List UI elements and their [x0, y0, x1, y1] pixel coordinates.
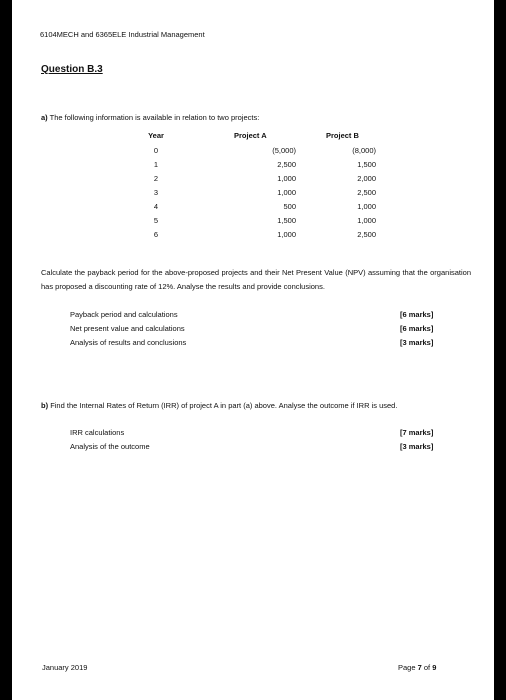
part-b-task [41, 399, 471, 413]
table-row [146, 172, 376, 186]
table-row [146, 228, 376, 242]
mark-item-value: [7 marks] [400, 428, 434, 437]
cell-project-b: 2,500 [357, 230, 376, 239]
header-project-a: Project A [234, 131, 267, 140]
part-a-intro-text: The following information is available in relation to two projects: [49, 113, 260, 122]
table-row [146, 186, 376, 200]
table-row [146, 158, 376, 172]
document-header: 6104MECH and 6365ELE Industrial Management [40, 30, 205, 39]
cell-project-a: (5,000) [272, 146, 296, 155]
cell-project-b: (8,000) [352, 146, 376, 155]
page-current: 7 [417, 663, 422, 672]
cell-project-b: 1,000 [357, 202, 376, 211]
cell-year: 1 [153, 160, 159, 169]
cell-year: 6 [153, 230, 159, 239]
cell-project-a: 1,000 [277, 188, 296, 197]
cell-project-a: 2,500 [277, 160, 296, 169]
mark-item-value: [3 marks] [400, 338, 434, 347]
mark-item-label: Net present value and calculations [70, 324, 185, 333]
table-row [146, 200, 376, 214]
cell-year: 2 [153, 174, 159, 183]
page-total: 9 [432, 663, 437, 672]
mark-item-label: IRR calculations [70, 428, 125, 437]
cell-project-a: 1,500 [277, 216, 296, 225]
header-project-b: Project B [326, 131, 359, 140]
mark-item-label: Payback period and calculations [70, 310, 178, 319]
part-b-label: b) [41, 401, 49, 410]
page-of: of [421, 663, 433, 672]
cell-project-a: 500 [283, 202, 296, 211]
mark-item-value: [6 marks] [400, 324, 434, 333]
part-a-task: Calculate the payback period for the above-proposed projects and their Net Present Value (NPV) assuming that the organisation has proposed a discounting rate of 12%. Analyse the results and provide conclusions. [41, 268, 471, 291]
page-prefix: Page [398, 663, 418, 672]
cell-project-b: 2,000 [357, 174, 376, 183]
footer-page-number [398, 663, 436, 672]
projects-table [146, 128, 376, 242]
cell-year: 0 [153, 146, 159, 155]
part-b-task-text: Find the Internal Rates of Return (IRR) of project A in part (a) above. Analyse the outcome if IRR is used. [50, 401, 398, 410]
cell-project-b: 2,500 [357, 188, 376, 197]
header-year: Year [148, 131, 164, 140]
mark-item-value: [6 marks] [400, 310, 434, 319]
cell-year: 3 [153, 188, 159, 197]
mark-item-label: Analysis of results and conclusions [70, 338, 187, 347]
mark-item-value: [3 marks] [400, 442, 434, 451]
cell-project-a: 1,000 [277, 230, 296, 239]
question-title: Question B.3 [41, 64, 103, 75]
table-row [146, 144, 376, 158]
document-page [12, 0, 494, 700]
cell-project-b: 1,000 [357, 216, 376, 225]
table-row [146, 214, 376, 228]
part-a-intro [41, 113, 259, 122]
mark-item-label: Analysis of the outcome [70, 442, 150, 451]
cell-project-b: 1,500 [357, 160, 376, 169]
cell-year: 4 [153, 202, 159, 211]
table-header-row [146, 128, 376, 144]
cell-project-a: 1,000 [277, 174, 296, 183]
part-a-label: a) [41, 113, 48, 122]
footer-date: January 2019 [42, 663, 88, 672]
cell-year: 5 [153, 216, 159, 225]
